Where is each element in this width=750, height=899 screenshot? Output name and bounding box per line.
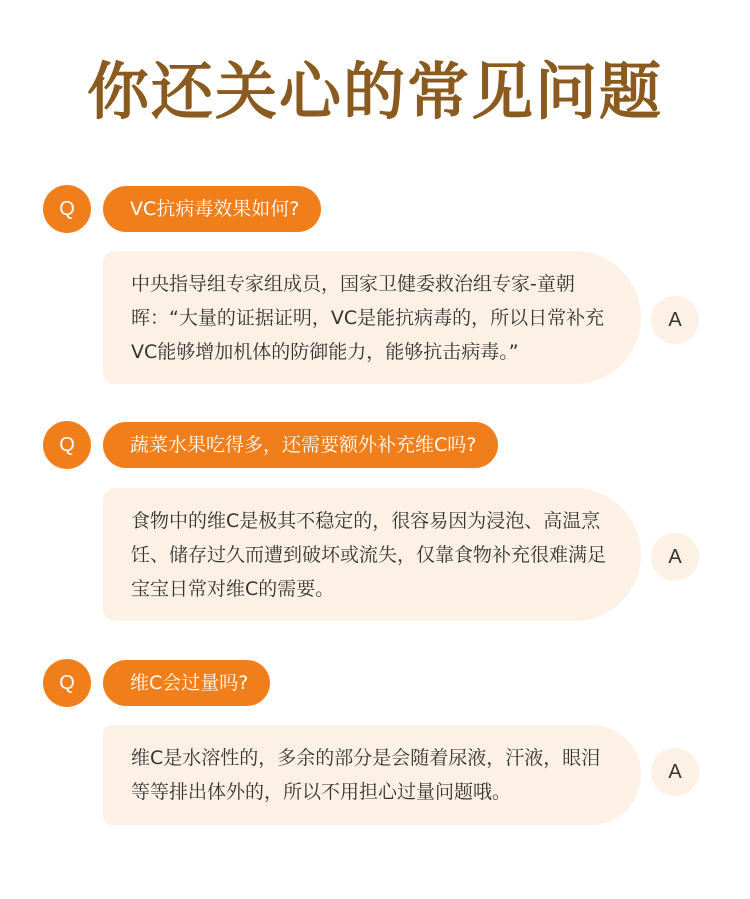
answer-text-3: 维C是水溶性的，多余的部分是会随着尿液，汗液，眼泪等等排出体外的，所以不用担心过量问题哦。	[131, 747, 601, 803]
answer-badge-2: A	[651, 533, 699, 581]
answer-text-2: 食物中的维C是极其不稳定的，很容易因为浸泡、高温烹饪、储存过久而遭到破坏或流失，仅靠食物补充很难满足宝宝日常对维C的需要。	[131, 509, 607, 600]
answer-bubble-3	[103, 725, 641, 825]
question-badge-2: Q	[43, 421, 91, 469]
page-title: 你还关心的常见问题	[86, 55, 663, 128]
question-badge-3: Q	[43, 659, 91, 707]
question-pill-3: 维C会过量吗?	[103, 660, 270, 706]
answer-badge-1: A	[651, 296, 699, 344]
question-pill-2: 蔬菜水果吃得多，还需要额外补充维C吗?	[103, 422, 498, 468]
answer-badge-3: A	[651, 748, 699, 796]
question-pill-1: VC抗病毒效果如何?	[103, 186, 321, 232]
answer-bubble-2	[103, 488, 641, 621]
answer-text-1: 中央指导组专家组成员，国家卫健委救治组专家-童朝晖：“大量的证据证明，VC是能抗病毒的，所以日常补充VC能够增加机体的防御能力，能够抗击病毒。”	[131, 272, 605, 363]
question-badge-1: Q	[43, 185, 91, 233]
answer-bubble-1	[103, 251, 641, 384]
